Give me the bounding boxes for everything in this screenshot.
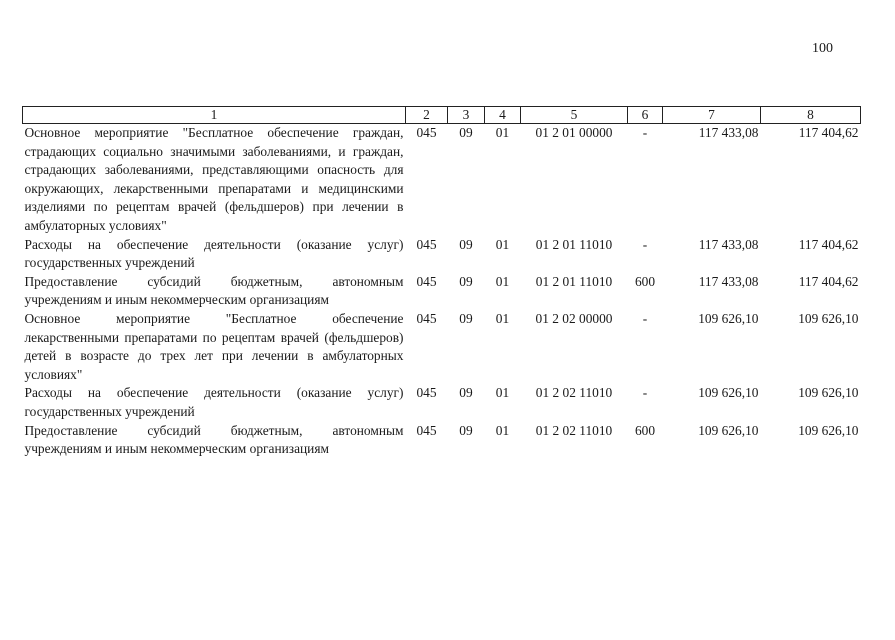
code-subsection: 01 bbox=[495, 125, 510, 140]
row-description: Предоставление субсидий бюджетным, автономным учреждениям и иным некоммерческим организациям bbox=[24, 273, 404, 308]
expense-type: - bbox=[642, 236, 648, 252]
column-header-7: 7 bbox=[663, 107, 761, 124]
code-ministry: 045 bbox=[416, 310, 437, 326]
amount-executed: 109 626,10 bbox=[798, 385, 859, 401]
code-section: 09 bbox=[459, 385, 473, 401]
code-ministry: 045 bbox=[416, 125, 437, 140]
table-row bbox=[23, 273, 861, 310]
expense-type: 600 bbox=[634, 273, 656, 289]
row-description: Основное мероприятие "Бесплатное обеспечение лекарственными препаратами по рецептам врачей (фельдшеров) детей в возрасте до трех лет при лечении в амбулаторных условиях" bbox=[24, 310, 404, 382]
table-row bbox=[23, 310, 861, 384]
code-subsection: 01 bbox=[495, 310, 510, 326]
amount-planned: 109 626,10 bbox=[698, 422, 759, 438]
row-description: Основное мероприятие "Бесплатное обеспечение граждан, страдающих социально значимыми заболеваниями, и граждан, страдающих заболеваниями, представляющими опасность для окружающих, лекарственными препаратами и медицинскими изделиями по рецептам врачей (фельдшеров) при лечении в амбулаторных условиях" bbox=[24, 125, 404, 233]
table-row bbox=[23, 124, 861, 236]
amount-planned: 117 433,08 bbox=[698, 125, 759, 140]
amount-planned: 117 433,08 bbox=[698, 236, 759, 252]
amount-executed: 109 626,10 bbox=[798, 422, 859, 438]
target-article: 01 2 02 00000 bbox=[535, 310, 613, 326]
amount-executed: 117 404,62 bbox=[798, 236, 859, 252]
row-description: Предоставление субсидий бюджетным, автономным учреждениям и иным некоммерческим организациям bbox=[24, 422, 404, 457]
code-section: 09 bbox=[459, 236, 473, 252]
code-ministry: 045 bbox=[416, 273, 437, 289]
code-subsection: 01 bbox=[495, 385, 510, 401]
code-section: 09 bbox=[459, 125, 473, 140]
table-row bbox=[23, 236, 861, 273]
budget-table bbox=[22, 106, 861, 459]
code-ministry: 045 bbox=[416, 422, 437, 438]
column-header-2: 2 bbox=[406, 107, 448, 124]
page-number: 100 bbox=[812, 41, 833, 56]
target-article: 01 2 01 11010 bbox=[535, 236, 613, 252]
target-article: 01 2 01 00000 bbox=[535, 125, 613, 140]
column-header-8: 8 bbox=[761, 107, 861, 124]
row-description: Расходы на обеспечение деятельности (оказание услуг) государственных учреждений bbox=[24, 385, 404, 419]
amount-executed: 109 626,10 bbox=[798, 310, 859, 326]
column-header-1: 1 bbox=[23, 107, 406, 124]
expense-type: 600 bbox=[634, 422, 656, 438]
expense-type: - bbox=[642, 125, 648, 140]
target-article: 01 2 02 11010 bbox=[535, 385, 613, 401]
column-header-3: 3 bbox=[448, 107, 485, 124]
code-section: 09 bbox=[459, 310, 473, 326]
code-ministry: 045 bbox=[416, 236, 437, 252]
amount-executed: 117 404,62 bbox=[798, 125, 859, 140]
header-row bbox=[23, 107, 861, 124]
code-ministry: 045 bbox=[416, 385, 437, 401]
amount-planned: 109 626,10 bbox=[698, 310, 759, 326]
code-subsection: 01 bbox=[495, 422, 510, 438]
target-article: 01 2 02 11010 bbox=[535, 422, 613, 438]
expense-type: - bbox=[642, 310, 648, 326]
code-section: 09 bbox=[459, 422, 473, 438]
row-description: Расходы на обеспечение деятельности (оказание услуг) государственных учреждений bbox=[24, 236, 404, 271]
amount-planned: 117 433,08 bbox=[698, 273, 759, 289]
target-article: 01 2 01 11010 bbox=[535, 273, 613, 289]
column-header-4: 4 bbox=[485, 107, 521, 124]
column-header-5: 5 bbox=[521, 107, 628, 124]
expense-type: - bbox=[642, 385, 648, 401]
column-header-6: 6 bbox=[628, 107, 663, 124]
amount-planned: 109 626,10 bbox=[698, 385, 759, 401]
code-section: 09 bbox=[459, 273, 473, 289]
code-subsection: 01 bbox=[495, 236, 510, 252]
amount-executed: 117 404,62 bbox=[798, 273, 859, 289]
table-row bbox=[23, 422, 861, 459]
code-subsection: 01 bbox=[495, 273, 510, 289]
table-row bbox=[23, 384, 861, 421]
